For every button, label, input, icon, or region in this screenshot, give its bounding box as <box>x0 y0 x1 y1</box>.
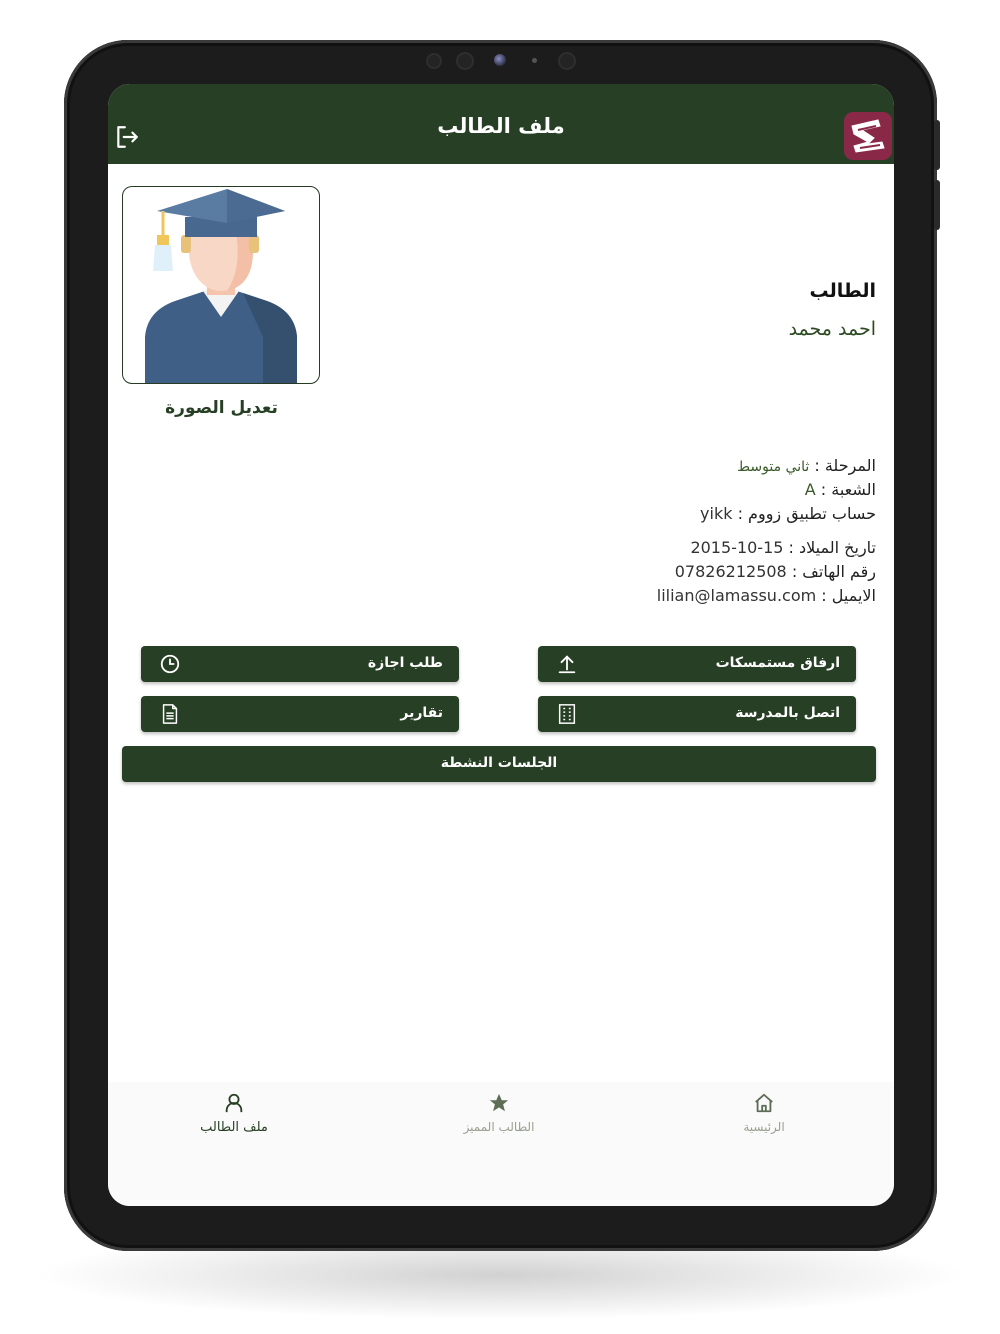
edit-photo-link[interactable]: تعديل الصورة <box>165 398 278 418</box>
reports-button[interactable] <box>141 696 459 732</box>
info-zoom <box>700 504 876 523</box>
building-icon <box>556 703 578 725</box>
attach-documents-button[interactable] <box>538 646 856 682</box>
side-button <box>934 180 940 230</box>
sensor <box>426 53 442 69</box>
info-label: الايميل : <box>821 586 876 605</box>
upload-icon <box>556 653 578 675</box>
student-name: احمد محمد <box>788 318 876 340</box>
app-logo <box>844 112 892 160</box>
tab-distinguished[interactable] <box>419 1092 579 1134</box>
info-section <box>805 480 876 499</box>
document-icon <box>159 703 181 725</box>
app-header <box>108 84 894 164</box>
tab-label: الطالب المميز <box>463 1120 535 1134</box>
info-label: تاريخ الميلاد : <box>788 538 876 557</box>
contact-school-button[interactable] <box>538 696 856 732</box>
info-label: حساب تطبيق زووم : <box>737 504 876 523</box>
active-sessions-button[interactable] <box>122 746 876 782</box>
info-value: yikk <box>700 504 733 523</box>
side-button <box>934 120 940 170</box>
button-label: طلب اجازة <box>367 655 443 671</box>
info-label: رقم الهاتف : <box>791 562 876 581</box>
info-value: 07826212508 <box>674 562 787 581</box>
tab-profile[interactable] <box>154 1092 314 1135</box>
info-stage <box>737 456 876 475</box>
home-icon <box>753 1092 775 1114</box>
clock-icon <box>159 653 181 675</box>
profile-photo[interactable] <box>122 186 320 384</box>
user-icon <box>223 1092 245 1114</box>
tab-home[interactable] <box>684 1092 844 1134</box>
app-screen <box>108 84 894 1206</box>
sensor <box>558 52 576 70</box>
info-phone <box>675 562 876 581</box>
info-label: المرحلة : <box>814 456 876 475</box>
info-value: A <box>804 480 816 499</box>
page-title: ملف الطالب <box>437 114 565 138</box>
sensor <box>456 52 474 70</box>
leave-request-button[interactable] <box>141 646 459 682</box>
info-email <box>657 586 876 605</box>
camera-lens <box>494 54 506 66</box>
sensor-dot <box>532 58 537 63</box>
button-label: تقارير <box>400 705 443 721</box>
graduate-avatar-icon <box>123 187 319 383</box>
bottom-tab-bar <box>108 1082 894 1206</box>
info-value: 15-10-2015 <box>690 538 784 557</box>
tab-label: ملف الطالب <box>200 1120 268 1135</box>
tab-label: الرئيسية <box>743 1120 785 1134</box>
button-label: الجلسات النشطة <box>440 755 558 771</box>
button-label: اتصل بالمدرسة <box>735 705 840 721</box>
info-label: الشعبة : <box>820 480 876 499</box>
info-birth <box>690 538 876 557</box>
info-value: ثاني متوسط <box>737 459 810 475</box>
student-label: الطالب <box>809 280 876 302</box>
star-icon <box>488 1092 510 1114</box>
info-value: lilian@lamassu.com <box>656 586 817 605</box>
button-label: ارفاق مستمسكات <box>715 655 840 671</box>
